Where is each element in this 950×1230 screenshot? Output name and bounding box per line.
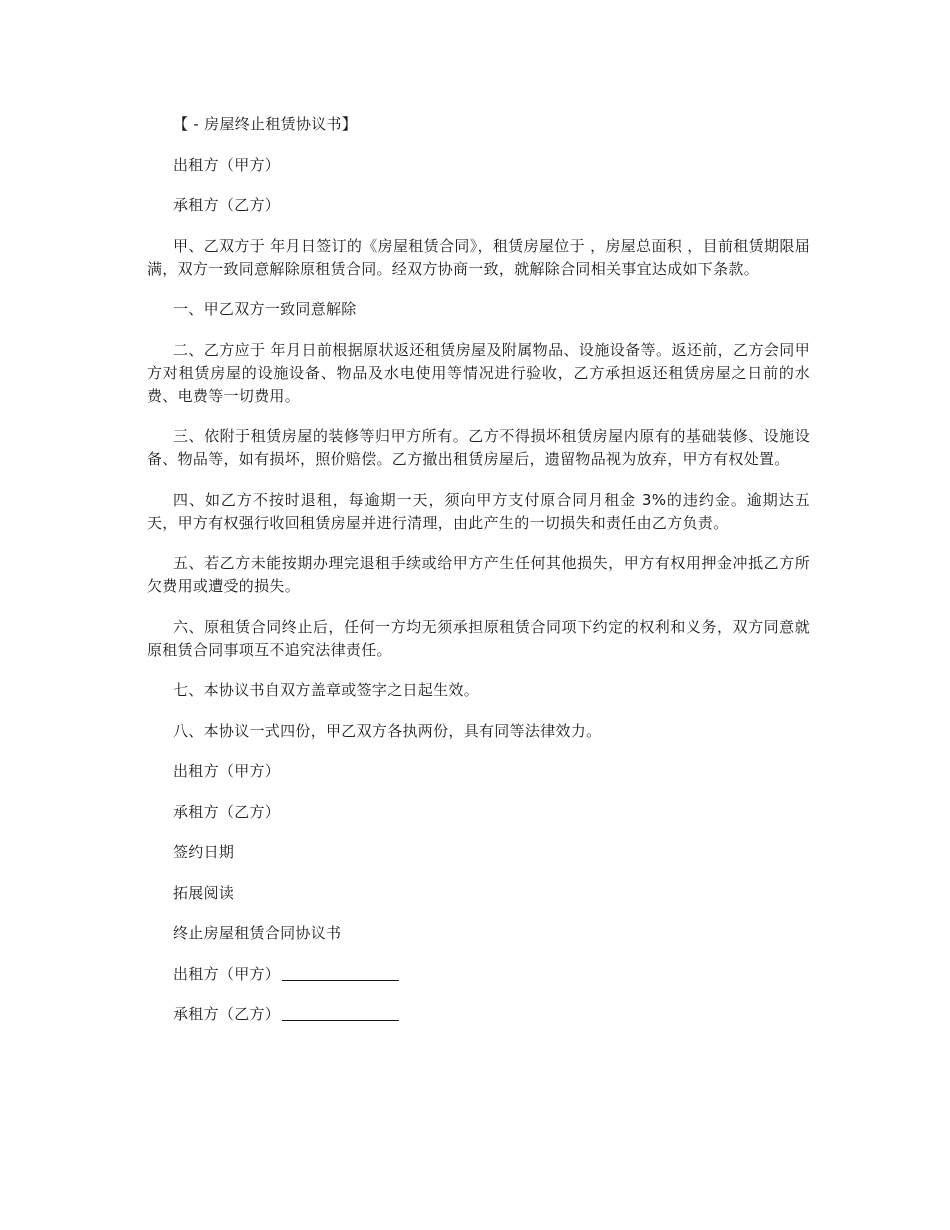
extended-lessee-line bbox=[173, 1003, 810, 1026]
lessor-blank-line bbox=[282, 965, 399, 981]
clause-1: 一、甲乙双方一致同意解除 bbox=[173, 300, 357, 318]
signature-lessee: 承租方（乙方） bbox=[173, 802, 281, 821]
lessor-label: 出租方（甲方） bbox=[173, 155, 281, 174]
clause-5: 五、若乙方未能按期办理完退租手续或给甲方产生任何其他损失，甲方有权用押金冲抵乙方所欠费用或遭受的损失。 bbox=[147, 554, 810, 595]
lessee-label: 承租方（乙方） bbox=[173, 196, 281, 214]
clause-6-block bbox=[147, 616, 810, 662]
intro-paragraph: 甲、乙双方于 年月日签订的《房屋租赁合同》，租赁房屋位于 ，房屋总面积 ，目前租赁期限届满，双方一致同意解除原租赁合同。经双方协商一致，就解除合同相关事宜达成如下条款。 bbox=[147, 236, 810, 278]
extended-reading-heading: 拓展阅读 bbox=[173, 883, 235, 902]
clause-4-block bbox=[147, 489, 810, 535]
signature-lessor: 出租方（甲方） bbox=[173, 762, 281, 780]
clause-6: 六、原租赁合同终止后，任何一方均无须承担原租赁合同项下约定的权利和义务，双方同意就原租赁合同事项互不追究法律责任。 bbox=[147, 617, 810, 659]
lessee-blank-line bbox=[282, 1005, 399, 1021]
document-title: 【 - 房屋终止租赁协议书】 bbox=[173, 115, 358, 133]
clause-5-block bbox=[147, 552, 810, 598]
clause-3: 三、依附于租赁房屋的装修等归甲方所有。乙方不得损坏租赁房屋内原有的基础装修、设施设备、物品等，如有损坏，照价赔偿。乙方撤出租赁房屋后，遗留物品视为放弃，甲方有权处置。 bbox=[147, 427, 810, 468]
clause-7: 七、本协议书自双方盖章或签字之日起生效。 bbox=[173, 681, 480, 699]
clause-2: 二、乙方应于 年月日前根据原状返还租赁房屋及附属物品、设施设备等。返还前，乙方会同甲方对租赁房屋的设施设备、物品及水电使用等情况进行验收，乙方承担返还租赁房屋之日前的水费、电费等一切费用。 bbox=[147, 340, 810, 405]
clause-2-block bbox=[147, 339, 810, 408]
clause-4: 四、如乙方不按时退租，每逾期一天，须向甲方支付原合同月租金 3%的违约金。逾期达五天，甲方有权强行收回租赁房屋并进行清理，由此产生的一切损失和责任由乙方负责。 bbox=[147, 490, 810, 532]
document-body bbox=[147, 113, 810, 1044]
clause-3-block bbox=[147, 425, 810, 471]
extended-lessor-label: 出租方（甲方） bbox=[173, 964, 281, 983]
intro-paragraph-block bbox=[147, 235, 810, 281]
extended-lessee-label: 承租方（乙方） bbox=[173, 1005, 281, 1023]
extended-lessor-line bbox=[173, 963, 810, 986]
signature-date: 签约日期 bbox=[173, 843, 235, 861]
clause-8: 八、本协议一式四份，甲乙双方各执两份，具有同等法律效力。 bbox=[173, 721, 602, 740]
extended-document-title: 终止房屋租赁合同协议书 bbox=[173, 924, 342, 942]
